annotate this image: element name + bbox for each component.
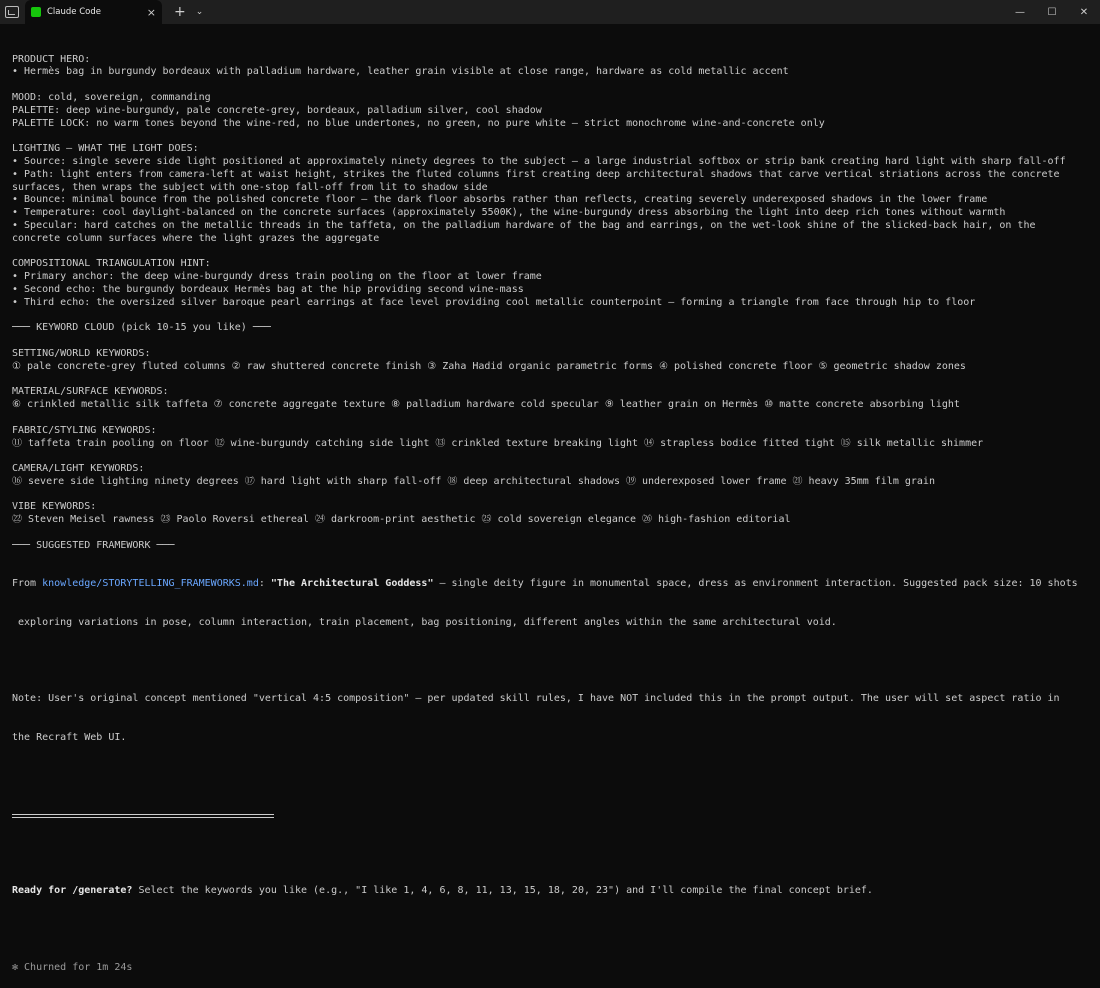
terminal-line: concrete column surfaces where the light grazes the aggregate (12, 233, 1088, 246)
framework-name: "The Architectural Goddess" (271, 578, 434, 589)
terminal-line: VIBE KEYWORDS: (12, 501, 1088, 514)
title-bar (0, 0, 1100, 24)
terminal-line (12, 335, 1088, 348)
terminal-line: • Specular: hard catches on the metallic threads in the taffeta, on the palladium hardware of the bag and earrings, on the wet-look shine of the slicked-back hair, on the (12, 220, 1088, 233)
terminal-line: • Second echo: the burgundy bordeaux Hermès bag at the hip providing second wine-mass (12, 284, 1088, 297)
terminal-line (12, 310, 1088, 323)
prompt-instructions: Select the keywords you like (e.g., "I like 1, 4, 6, 8, 11, 13, 15, 18, 20, 23") and I'll compile the final concept brief. (132, 885, 873, 896)
terminal-line: • Source: single severe side light positioned at approximately ninety degrees to the subject — a large industrial softbox or strip bank creating hard light with sharp fall-off (12, 156, 1088, 169)
claude-code-tab-icon (31, 7, 41, 17)
blank-line (12, 847, 1088, 860)
terminal-line: • Bounce: minimal bounce from the polished concrete floor — the dark floor absorbs rather than reflects, creating severely underexposed shadows in the lower frame (12, 194, 1088, 207)
terminal-line (12, 489, 1088, 502)
terminal-line: ㉒ Steven Meisel rawness ㉓ Paolo Roversi ethereal ㉔ darkroom-print aesthetic ㉕ cold sovereign elegance ㉖ high-fashion editorial (12, 514, 1088, 527)
framework-line (12, 578, 1088, 591)
terminal-line: MATERIAL/SURFACE KEYWORDS: (12, 386, 1088, 399)
new-tab-button[interactable]: + (174, 4, 186, 20)
terminal-line: ⑥ crinkled metallic silk taffeta ⑦ concrete aggregate texture ⑧ palladium hardware cold specular ⑨ leather grain on Hermès ⑩ matte concrete absorbing light (12, 399, 1088, 412)
tab-close-icon[interactable]: × (147, 6, 156, 19)
terminal-line: ⑪ taffeta train pooling on floor ⑫ wine-burgundy catching side light ⑬ crinkled texture breaking light ⑭ strapless bodice fitted tight ⑮ silk metallic shimmer (12, 438, 1088, 451)
terminal-line: • Temperature: cool daylight-balanced on the concrete surfaces (approximately 5500K), the wine-burgundy dress absorbing the light into deep rich tones without warmth (12, 207, 1088, 220)
framework-line-2: exploring variations in pose, column interaction, train placement, bag positioning, different angles within the same architectural void. (12, 617, 1088, 630)
terminal-line: SETTING/WORLD KEYWORDS: (12, 348, 1088, 361)
terminal-line: • Primary anchor: the deep wine-burgundy dress train pooling on the floor at lower frame (12, 271, 1088, 284)
terminal-line: CAMERA/LIGHT KEYWORDS: (12, 463, 1088, 476)
terminal-line (12, 79, 1088, 92)
terminal-line: COMPOSITIONAL TRIANGULATION HINT: (12, 258, 1088, 271)
tab-title: Claude Code (47, 7, 147, 17)
terminal-line: • Hermès bag in burgundy bordeaux with palladium hardware, leather grain visible at close range, hardware as cold metallic accent (12, 66, 1088, 79)
terminal-line: surfaces, then wraps the subject with one-stop fall-off from lit to shadow side (12, 182, 1088, 195)
window-controls (1004, 0, 1100, 24)
tab-claude-code[interactable] (25, 0, 162, 24)
close-button[interactable]: ✕ (1068, 0, 1100, 24)
terminal-line (12, 130, 1088, 143)
minimize-button[interactable]: — (1004, 0, 1036, 24)
terminal-icon[interactable] (5, 6, 19, 18)
terminal-line: ⑯ severe side lighting ninety degrees ⑰ hard light with sharp fall-off ⑱ deep architectural shadows ⑲ underexposed lower frame ㉑ heavy 35mm film grain (12, 476, 1088, 489)
blank-line (12, 770, 1088, 783)
note-line-1: Note: User's original concept mentioned "vertical 4:5 composition" — per updated skill rules, I have NOT included this in the prompt output. The user will set aspect ratio in (12, 693, 1088, 706)
terminal-line: • Third echo: the oversized silver baroque pearl earrings at face level providing cool metallic counterpoint — forming a triangle from face through hip to floor (12, 297, 1088, 310)
prompt-question: Ready for /generate? (12, 885, 132, 896)
status-line: ✻ Churned for 1m 24s (12, 962, 1088, 975)
terminal-line (12, 450, 1088, 463)
framework-colon: : (259, 578, 271, 589)
terminal-line: • Path: light enters from camera-left at waist height, strikes the fluted columns first creating deep architectural shadows that carve vertical striations across the concrete (12, 169, 1088, 182)
terminal-line: ① pale concrete-grey fluted columns ② raw shuttered concrete finish ③ Zaha Hadid organic parametric forms ④ polished concrete floor ⑤ geometric shadow zones (12, 361, 1088, 374)
terminal-line (12, 412, 1088, 425)
terminal-line: FABRIC/STYLING KEYWORDS: (12, 425, 1088, 438)
terminal-line: PALETTE LOCK: no warm tones beyond the wine-red, no blue undertones, no green, no pure white — strict monochrome wine-and-concrete only (12, 118, 1088, 131)
framework-file-link[interactable]: knowledge/STORYTELLING_FRAMEWORKS.md (42, 578, 259, 589)
prompt-line (12, 885, 1088, 898)
terminal-output[interactable] (0, 24, 1100, 687)
blank-line (12, 655, 1088, 668)
terminal-lines (12, 54, 1088, 553)
framework-rest: — single deity figure in monumental space, dress as environment interaction. Suggested pack size: 10 shots (433, 578, 1077, 589)
double-rule-line (12, 809, 1088, 822)
terminal-line (12, 527, 1088, 540)
terminal-line: LIGHTING — WHAT THE LIGHT DOES: (12, 143, 1088, 156)
note-line-2: the Recraft Web UI. (12, 732, 1088, 745)
terminal-line: ─── KEYWORD CLOUD (pick 10-15 you like) ─── (12, 322, 1088, 335)
terminal-line (12, 246, 1088, 259)
terminal-line: PRODUCT HERO: (12, 54, 1088, 67)
terminal-line: ─── SUGGESTED FRAMEWORK ─── (12, 540, 1088, 553)
framework-prefix: From (12, 578, 42, 589)
terminal-line: PALETTE: deep wine-burgundy, pale concrete-grey, bordeaux, palladium silver, cool shadow (12, 105, 1088, 118)
blank-line (12, 924, 1088, 937)
maximize-button[interactable]: ☐ (1036, 0, 1068, 24)
terminal-line: MOOD: cold, sovereign, commanding (12, 92, 1088, 105)
terminal-line (12, 374, 1088, 387)
chevron-down-icon[interactable]: ⌄ (196, 7, 204, 17)
double-rule (12, 814, 274, 818)
